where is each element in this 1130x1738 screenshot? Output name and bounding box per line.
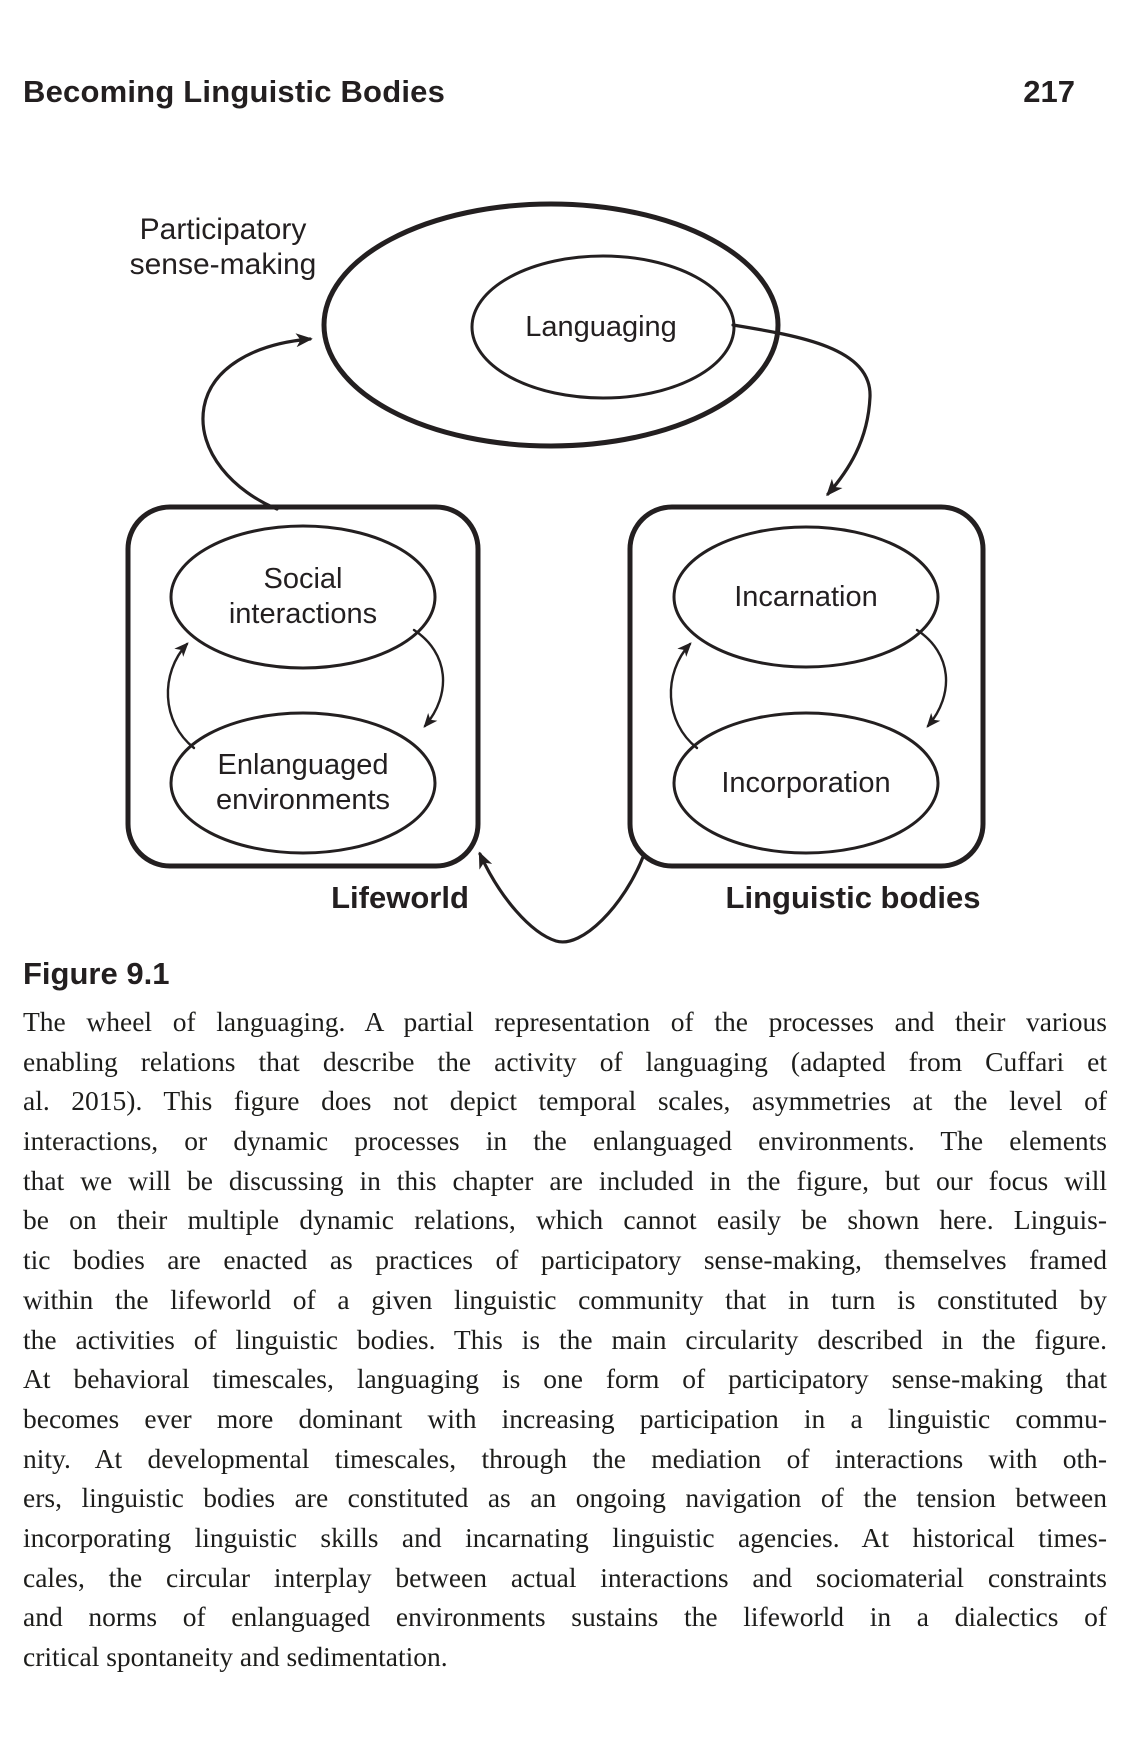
social-interactions-line2: interactions <box>228 598 378 630</box>
social-interactions-line1: Social <box>263 563 343 595</box>
caption-line: the activities of linguistic bodies. This is the main circularity described in the figure. <box>23 1323 1107 1355</box>
caption-line: critical spontaneity and sedimentation. <box>23 1641 448 1672</box>
figure-caption-label: Figure 9.1 <box>23 956 170 991</box>
enlanguaged-environments-line2: environments <box>215 784 391 816</box>
caption-line: that we will be discussing in this chapter are included in the figure, but our focus will <box>23 1164 1107 1196</box>
caption-line: incorporating linguistic skills and incarnating linguistic agencies. At historical times- <box>23 1521 1107 1553</box>
caption-line: becomes ever more dominant with increasing participation in a linguistic commu- <box>23 1402 1107 1434</box>
caption-line: be on their multiple dynamic relations, which cannot easily be shown here. Linguis- <box>23 1204 1107 1236</box>
participatory-label-line1: Participatory <box>139 213 307 246</box>
caption-line: and norms of enlanguaged environments sustains the lifeworld in a dialectics of <box>23 1601 1107 1633</box>
incorporation-label: Incorporation <box>721 767 891 799</box>
arrow-lifeworld-to-participatory <box>203 339 310 509</box>
caption-line: At behavioral timescales, languaging is one form of participatory sense-making that <box>23 1363 1107 1395</box>
caption-line: ers, linguistic bodies are constituted as an ongoing navigation of the tension between <box>23 1482 1107 1514</box>
lifeworld-label: Lifeworld <box>331 880 469 915</box>
arrow-social-to-enlanguaged <box>414 630 443 726</box>
figure-caption-text <box>23 1002 1107 1677</box>
linguistic-bodies-label: Linguistic bodies <box>725 880 981 915</box>
caption-line: The wheel of languaging. A partial representation of the processes and their various <box>23 1006 1107 1037</box>
arrow-enlanguaged-to-social <box>168 644 194 748</box>
languaging-label: Languaging <box>525 311 677 343</box>
caption-line: tic bodies are enacted as practices of participatory sense-making, themselves framed <box>23 1244 1107 1276</box>
enlanguaged-environments-line1: Enlanguaged <box>217 749 389 781</box>
chapter-title: Becoming Linguistic Bodies <box>23 74 446 109</box>
social-interactions-label <box>163 562 443 632</box>
linguistic-bodies-box <box>630 507 983 866</box>
caption-line: within the lifeworld of a given linguistic community that in turn is constituted by <box>23 1283 1107 1315</box>
page-number: 217 <box>1023 74 1075 109</box>
caption-line: cales, the circular interplay between actual interactions and sociomaterial constraints <box>23 1561 1107 1593</box>
arrow-incorporation-to-incarnation <box>671 644 697 748</box>
participatory-sense-making-label <box>103 212 343 282</box>
enlanguaged-environments-label <box>163 748 443 818</box>
participatory-label-line2: sense-making <box>129 248 317 281</box>
caption-line: enabling relations that describe the activity of languaging (adapted from Cuffari et <box>23 1045 1107 1077</box>
incarnation-label: Incarnation <box>734 581 878 613</box>
caption-line: al. 2015). This figure does not depict temporal scales, asymmetries at the level of <box>23 1085 1107 1117</box>
arrow-languaging-to-linguistic-bodies <box>733 325 870 494</box>
caption-line: interactions, or dynamic processes in the enlanguaged environments. The elements <box>23 1125 1107 1157</box>
caption-line: nity. At developmental timescales, through the mediation of interactions with oth- <box>23 1442 1107 1474</box>
arrow-incarnation-to-incorporation <box>917 630 946 726</box>
